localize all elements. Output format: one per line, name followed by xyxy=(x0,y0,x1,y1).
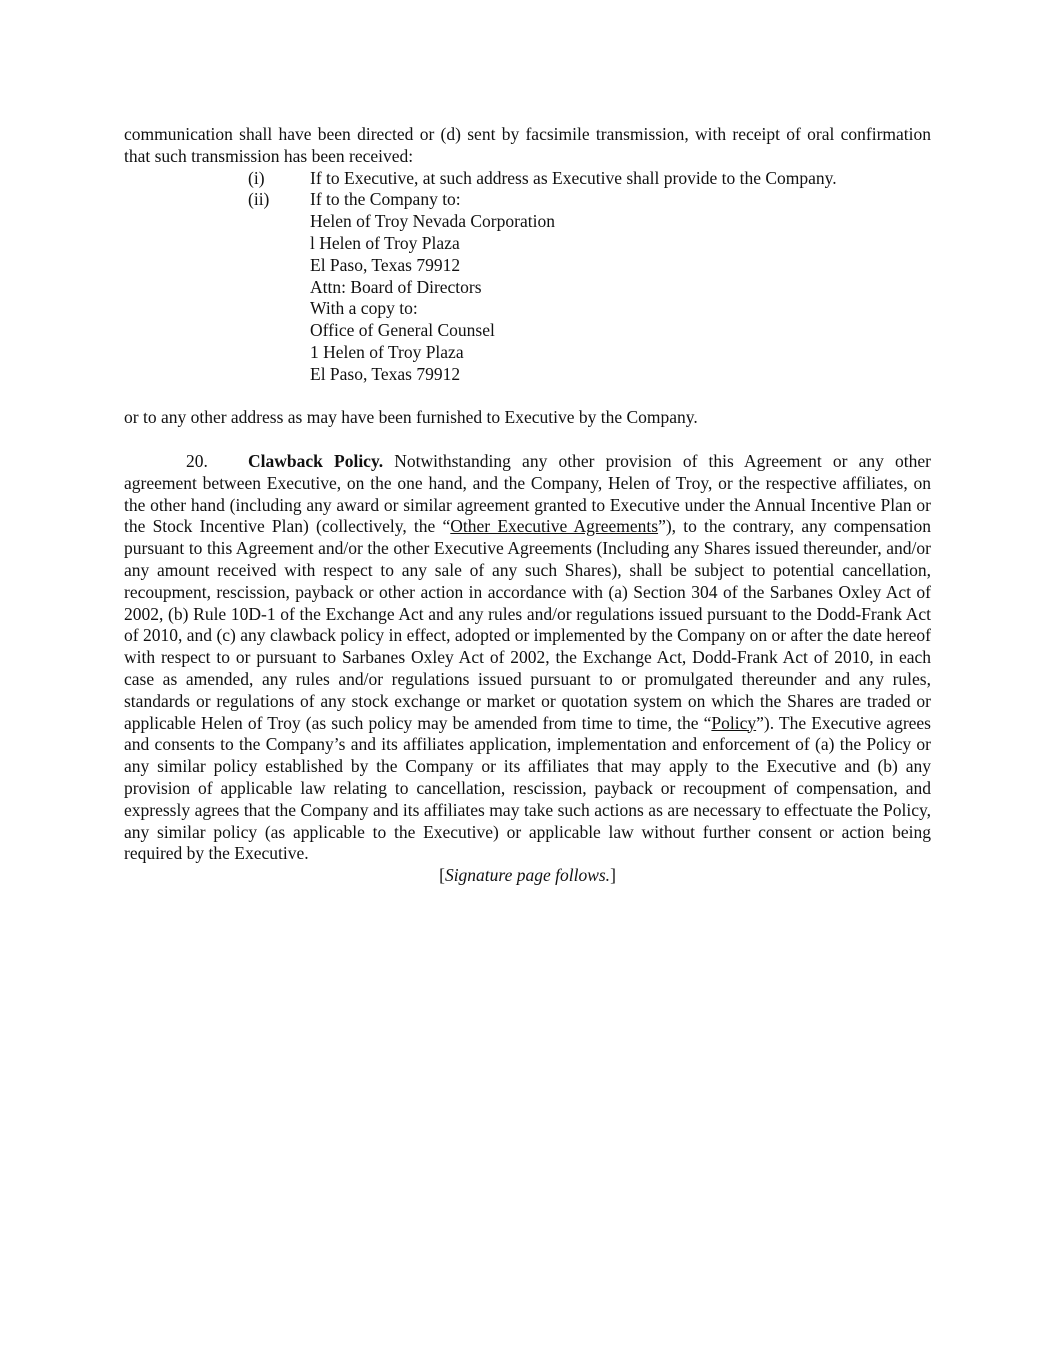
bracket: [ xyxy=(439,865,445,886)
notice-closing: or to any other address as may have been furnished to Executive by the Company. xyxy=(124,407,698,428)
address-line: El Paso, Texas 79912 xyxy=(310,254,461,275)
company-address-block xyxy=(124,211,931,298)
notice-item-company xyxy=(124,189,931,211)
copy-address-block xyxy=(124,320,931,385)
section-text: ”). The Executive agrees and consents to the Company’s and its affiliates application, implementation and enforcement of (a) the Policy or any similar policy established by the Company or its affiliates that may apply to the Executive and (b) any provision of applicable law relating to cancellation, rescission, payback or recoupment of compensation, and expressly agrees that the Company and its affiliates may take such actions as are necessary to effectuate the Policy, any similar policy (as applicable to the Executive) or applicable law without further consent or action being required by the Executive. xyxy=(124,712,931,864)
address-line: Office of General Counsel xyxy=(310,320,495,341)
address-line: Attn: Board of Directors xyxy=(310,276,482,297)
notice-item-number: (i) xyxy=(248,167,265,188)
address-line: 1 Helen of Troy Plaza xyxy=(310,341,464,362)
defined-term: Policy xyxy=(711,712,757,733)
bracket: ] xyxy=(610,865,616,886)
address-line: El Paso, Texas 79912 xyxy=(310,363,461,384)
section-number: 20. xyxy=(186,450,208,471)
defined-term: Other Executive Agreements xyxy=(450,516,659,537)
section-clawback-policy xyxy=(124,451,931,865)
document-page xyxy=(124,124,931,887)
intro-paragraph: communication shall have been directed or (d) sent by facsimile transmission, with receipt of oral confirmation that such transmission has been received: xyxy=(124,124,931,166)
section-heading: Clawback Policy. xyxy=(248,450,384,471)
notice-item-text: If to Executive, at such address as Executive shall provide to the Company. xyxy=(310,167,837,188)
notice-item-number: (ii) xyxy=(248,189,270,210)
notice-item-executive xyxy=(124,168,931,190)
address-line: Helen of Troy Nevada Corporation xyxy=(310,211,555,232)
address-line: l Helen of Troy Plaza xyxy=(310,232,460,253)
signature-note-text: Signature page follows. xyxy=(444,865,611,886)
copy-label: With a copy to: xyxy=(310,298,418,319)
signature-page-note xyxy=(124,865,931,887)
section-text: ”), to the contrary, any compensation pursuant to this Agreement and/or the other Executive Agreements (Including any Shares issued thereunder, and/or any amount received with respect to any sale of any such Shares), shall be subject to potential cancellation, recoupment, rescission, payback or other action in accordance with (a) Section 304 of the Sarbanes Oxley Act of 2002, (b) Rule 10D-1 of the Exchange Act and any rules and/or regulations issued pursuant to the Dodd-Frank Act of 2010, and (c) any clawback policy in effect, adopted or implemented by the Company on or after the date hereof with respect to or pursuant to Sarbanes Oxley Act of 2002, the Exchange Act, Dodd-Frank Act of 2010, in each case as amended, any rules and/or regulations issued pursuant to or promulgated thereunder and any rules, standards or regulations of any stock exchange or market or quotation system on which the Shares are traded or applicable Helen of Troy (as such policy may be amended from time to time, the “ xyxy=(124,516,931,733)
notice-item-text: If to the Company to: xyxy=(310,189,461,210)
section-text: Notwithstanding any other provision of this Agreement or any other agreement between Executive, on the one hand, and the Company, Helen of Troy, or the respective affiliates, on the other hand (including any award or similar agreement granted to Executive under the Annual Incentive Plan or the Stock Incentive Plan) (collectively, the “ xyxy=(124,450,931,537)
